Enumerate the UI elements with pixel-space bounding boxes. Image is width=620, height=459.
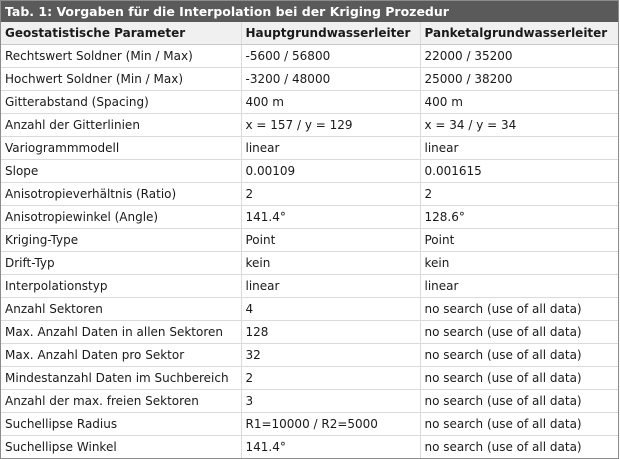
cell-parameter: Anisotropieverhältnis (Ratio)	[1, 183, 241, 206]
cell-hauptgrundwasserleiter: Point	[241, 229, 420, 252]
cell-hauptgrundwasserleiter: 2	[241, 367, 420, 390]
cell-panketalgrundwasserleiter: Point	[420, 229, 618, 252]
cell-panketalgrundwasserleiter: 400 m	[420, 91, 618, 114]
cell-hauptgrundwasserleiter: 141.4°	[241, 436, 420, 459]
cell-panketalgrundwasserleiter: 128.6°	[420, 206, 618, 229]
cell-hauptgrundwasserleiter: -5600 / 56800	[241, 45, 420, 68]
table-row	[1, 275, 618, 298]
table-row	[1, 91, 618, 114]
cell-parameter: Hochwert Soldner (Min / Max)	[1, 68, 241, 91]
cell-parameter: Anzahl der Gitterlinien	[1, 114, 241, 137]
cell-hauptgrundwasserleiter: 128	[241, 321, 420, 344]
cell-hauptgrundwasserleiter: -3200 / 48000	[241, 68, 420, 91]
parameter-table	[1, 22, 618, 458]
cell-panketalgrundwasserleiter: kein	[420, 252, 618, 275]
table-row	[1, 321, 618, 344]
table-row	[1, 160, 618, 183]
cell-hauptgrundwasserleiter: 141.4°	[241, 206, 420, 229]
cell-hauptgrundwasserleiter: 4	[241, 298, 420, 321]
cell-parameter: Max. Anzahl Daten in allen Sektoren	[1, 321, 241, 344]
header-parameter: Geostatistische Parameter	[1, 22, 241, 45]
cell-panketalgrundwasserleiter: no search (use of all data)	[420, 367, 618, 390]
table-row	[1, 68, 618, 91]
cell-panketalgrundwasserleiter: linear	[420, 275, 618, 298]
cell-parameter: Mindestanzahl Daten im Suchbereich	[1, 367, 241, 390]
table-row	[1, 183, 618, 206]
cell-parameter: Rechtswert Soldner (Min / Max)	[1, 45, 241, 68]
cell-hauptgrundwasserleiter: 0.00109	[241, 160, 420, 183]
cell-panketalgrundwasserleiter: no search (use of all data)	[420, 390, 618, 413]
cell-hauptgrundwasserleiter: kein	[241, 252, 420, 275]
table-body	[1, 45, 618, 459]
cell-parameter: Interpolationstyp	[1, 275, 241, 298]
table-row	[1, 45, 618, 68]
cell-panketalgrundwasserleiter: 0.001615	[420, 160, 618, 183]
table-row	[1, 367, 618, 390]
header-panketalgrundwasserleiter: Panketalgrundwasserleiter	[420, 22, 618, 45]
table-row	[1, 344, 618, 367]
cell-parameter: Suchellipse Winkel	[1, 436, 241, 459]
cell-hauptgrundwasserleiter: R1=10000 / R2=5000	[241, 413, 420, 436]
cell-panketalgrundwasserleiter: no search (use of all data)	[420, 321, 618, 344]
cell-panketalgrundwasserleiter: 22000 / 35200	[420, 45, 618, 68]
cell-hauptgrundwasserleiter: 400 m	[241, 91, 420, 114]
cell-parameter: Kriging-Type	[1, 229, 241, 252]
table-row	[1, 137, 618, 160]
cell-panketalgrundwasserleiter: no search (use of all data)	[420, 413, 618, 436]
cell-parameter: Gitterabstand (Spacing)	[1, 91, 241, 114]
cell-hauptgrundwasserleiter: 32	[241, 344, 420, 367]
cell-hauptgrundwasserleiter: linear	[241, 137, 420, 160]
table-row	[1, 413, 618, 436]
cell-panketalgrundwasserleiter: no search (use of all data)	[424, 440, 582, 454]
table-row	[1, 206, 618, 229]
cell-parameter: Drift-Typ	[1, 252, 241, 275]
cell-hauptgrundwasserleiter: x = 157 / y = 129	[241, 114, 420, 137]
table-row	[1, 114, 618, 137]
table-row	[1, 229, 618, 252]
cell-hauptgrundwasserleiter: linear	[241, 275, 420, 298]
cell-hauptgrundwasserleiter: 2	[241, 183, 420, 206]
cell-parameter: Max. Anzahl Daten pro Sektor	[1, 344, 241, 367]
cell-parameter: Variogrammmodell	[1, 137, 241, 160]
cell-parameter: Slope	[1, 160, 241, 183]
cell-parameter: Anzahl Sektoren	[1, 298, 241, 321]
table-title: Tab. 1: Vorgaben für die Interpolation bei der Kriging Prozedur	[1, 1, 618, 22]
cell-panketalgrundwasserleiter: no search (use of all data)	[420, 344, 618, 367]
table-row	[1, 298, 618, 321]
header-hauptgrundwasserleiter: Hauptgrundwasserleiter	[241, 22, 420, 45]
cell-hauptgrundwasserleiter: 3	[241, 390, 420, 413]
cell-parameter: Suchellipse Radius	[1, 413, 241, 436]
cell-panketalgrundwasserleiter: linear	[420, 137, 618, 160]
cell-panketalgrundwasserleiter: no search (use of all data)	[420, 298, 618, 321]
table-row	[1, 252, 618, 275]
cell-parameter: Anisotropiewinkel (Angle)	[1, 206, 241, 229]
cell-panketalgrundwasserleiter: 2	[420, 183, 618, 206]
cell-panketalgrundwasserleiter: x = 34 / y = 34	[420, 114, 618, 137]
table-row	[1, 390, 618, 413]
cell-panketalgrundwasserleiter: 25000 / 38200	[420, 68, 618, 91]
header-row	[1, 22, 618, 45]
cell-parameter: Anzahl der max. freien Sektoren	[1, 390, 241, 413]
